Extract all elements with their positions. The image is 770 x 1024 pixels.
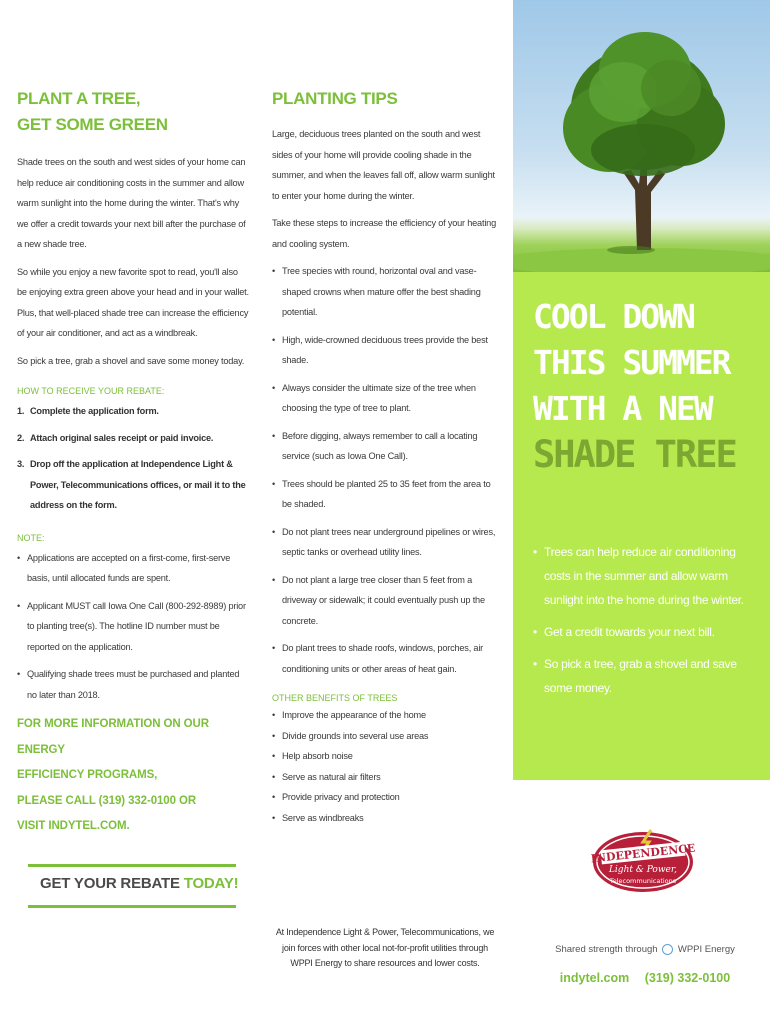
contact-line [540, 971, 750, 985]
logo-telecom: Telecommunications [609, 877, 677, 885]
wallet-paragraph: So while you enjoy a new favorite spot to read, you'll also be enjoying extra green above your head and in your wallet. Plus, that well-placed shade tree can increase the efficiency of your air conditioner, and act as a windbreak. [17, 266, 249, 338]
benefit-item: • Serve as natural air filters [272, 767, 498, 788]
benefit-item: • Improve the appearance of the home [272, 705, 498, 726]
tip-item: • Do not plant a large tree closer than 5 feet from a driveway or sidewalk; it could eventually push up the concrete. [272, 570, 498, 632]
website-link[interactable]: indytel.com [559, 971, 630, 985]
benefit-item: • Provide privacy and protection [272, 787, 498, 808]
promo-headline: COOL DOWN THIS SUMMER WITH A NEW SHADE TREE [533, 294, 763, 478]
benefit-item: • Help absorb noise [272, 746, 498, 767]
more-info: FOR MORE INFORMATION ON OUR ENERGY EFFICIENCY PROGRAMS, PLEASE CALL (319) 332-0100 OR VISIT INDYTEL.COM. [17, 718, 209, 832]
note-list [17, 548, 249, 706]
wppi-note: At Independence Light & Power, Telecommunications, we join forces with other local not-for-profit utilities through WPPI Energy to share resources and lower costs. [275, 927, 495, 968]
rebate-text: GET YOUR REBATE [40, 875, 180, 892]
benefits-heading: OTHER BENEFITS OF TREES [272, 693, 398, 703]
rebate-step: 2. Attach original sales receipt or paid invoice. [17, 432, 214, 443]
planting-tips-heading: PLANTING TIPS [272, 89, 398, 108]
wppi-icon [662, 944, 673, 955]
tip-item: • Always consider the ultimate size of the tree when choosing the type of tree to plant. [272, 378, 498, 419]
promo-panel [513, 272, 770, 780]
promo-bullet: • So pick a tree, grab a shovel and save some money. [533, 652, 763, 700]
logo-sub: Light & Power, [608, 865, 678, 875]
tips-intro: Large, deciduous trees planted on the south and west sides of your home will provide cooling shade in the summer, and when the leaves fall off, allow warm sunlight to enter your home during the winter. [272, 129, 495, 201]
note-item: • Qualifying shade trees must be purchased and planted no later than 2018. [17, 664, 249, 705]
phone-number[interactable]: (319) 332-0100 [644, 971, 731, 985]
tip-item: • High, wide-crowned deciduous trees provide the best shade. [272, 330, 498, 371]
tip-item: • Do not plant trees near underground pipelines or wires, septic tanks or overhead utility lines. [272, 522, 498, 563]
left-heading: PLANT A TREE, GET SOME GREEN [17, 89, 168, 134]
promo-bullets [533, 540, 763, 708]
logo-name: INDEPENDENCE [591, 841, 695, 866]
left-column [17, 86, 249, 840]
note-heading: NOTE: [17, 532, 45, 543]
tips-list [272, 261, 498, 679]
tip-item: • Trees should be planted 25 to 35 feet from the area to be shaded. [272, 474, 498, 515]
benefits-list [272, 705, 498, 828]
note-item: • Applications are accepted on a first-come, first-serve basis, until allocated funds are spent. [17, 548, 249, 589]
tip-item: • Tree species with round, horizontal oval and vase-shaped crowns when mature offer the best shading potential. [272, 261, 498, 323]
tips-steps-intro: Take these steps to increase the efficiency of your heating and cooling system. [272, 218, 496, 249]
rebate-banner [28, 864, 239, 908]
pick-tree-paragraph: So pick a tree, grab a shovel and save some money today. [17, 355, 245, 366]
rebate-step: 1. Complete the application form. [17, 406, 159, 416]
benefit-item: • Divide grounds into several use areas [272, 726, 498, 747]
independence-logo [591, 826, 695, 894]
shared-strength: Shared strength through WPPI Energy [555, 944, 735, 956]
benefit-item: • Serve as windbreaks [272, 808, 498, 829]
note-item: • Applicant MUST call Iowa One Call (800-292-8989) prior to planting tree(s). The hotline ID number must be reported on the application. [17, 596, 249, 658]
tip-item: • Do plant trees to shade roofs, windows, porches, air conditioning units or other areas of heat gain. [272, 638, 498, 679]
rebate-step: 3. Drop off the application at Independence Light & Power, Telecommunications offices, or mail it to the address on the form. [17, 459, 246, 510]
promo-bullet: • Get a credit towards your next bill. [533, 620, 763, 644]
middle-column [272, 86, 498, 828]
intro-paragraph: Shade trees on the south and west sides of your home can help reduce air conditioning costs in the summer and allow warm sunlight into the home during the winter. That's why we offer a credit towards your next bill after the purchase of a new shade tree. [17, 157, 246, 249]
tree-photo [513, 0, 770, 272]
tip-item: • Before digging, always remember to call a locating service (such as Iowa One Call). [272, 426, 498, 467]
tree-illustration [513, 0, 770, 272]
headline-accent: SHADE TREE [533, 433, 736, 476]
rebate-steps [17, 401, 249, 516]
rebate-accent: TODAY! [183, 875, 239, 892]
promo-bullet: • Trees can help reduce air conditioning costs in the summer and allow warm sunlight into the home during the winter. [533, 540, 763, 612]
rebate-steps-heading: HOW TO RECEIVE YOUR REBATE: [17, 386, 165, 396]
